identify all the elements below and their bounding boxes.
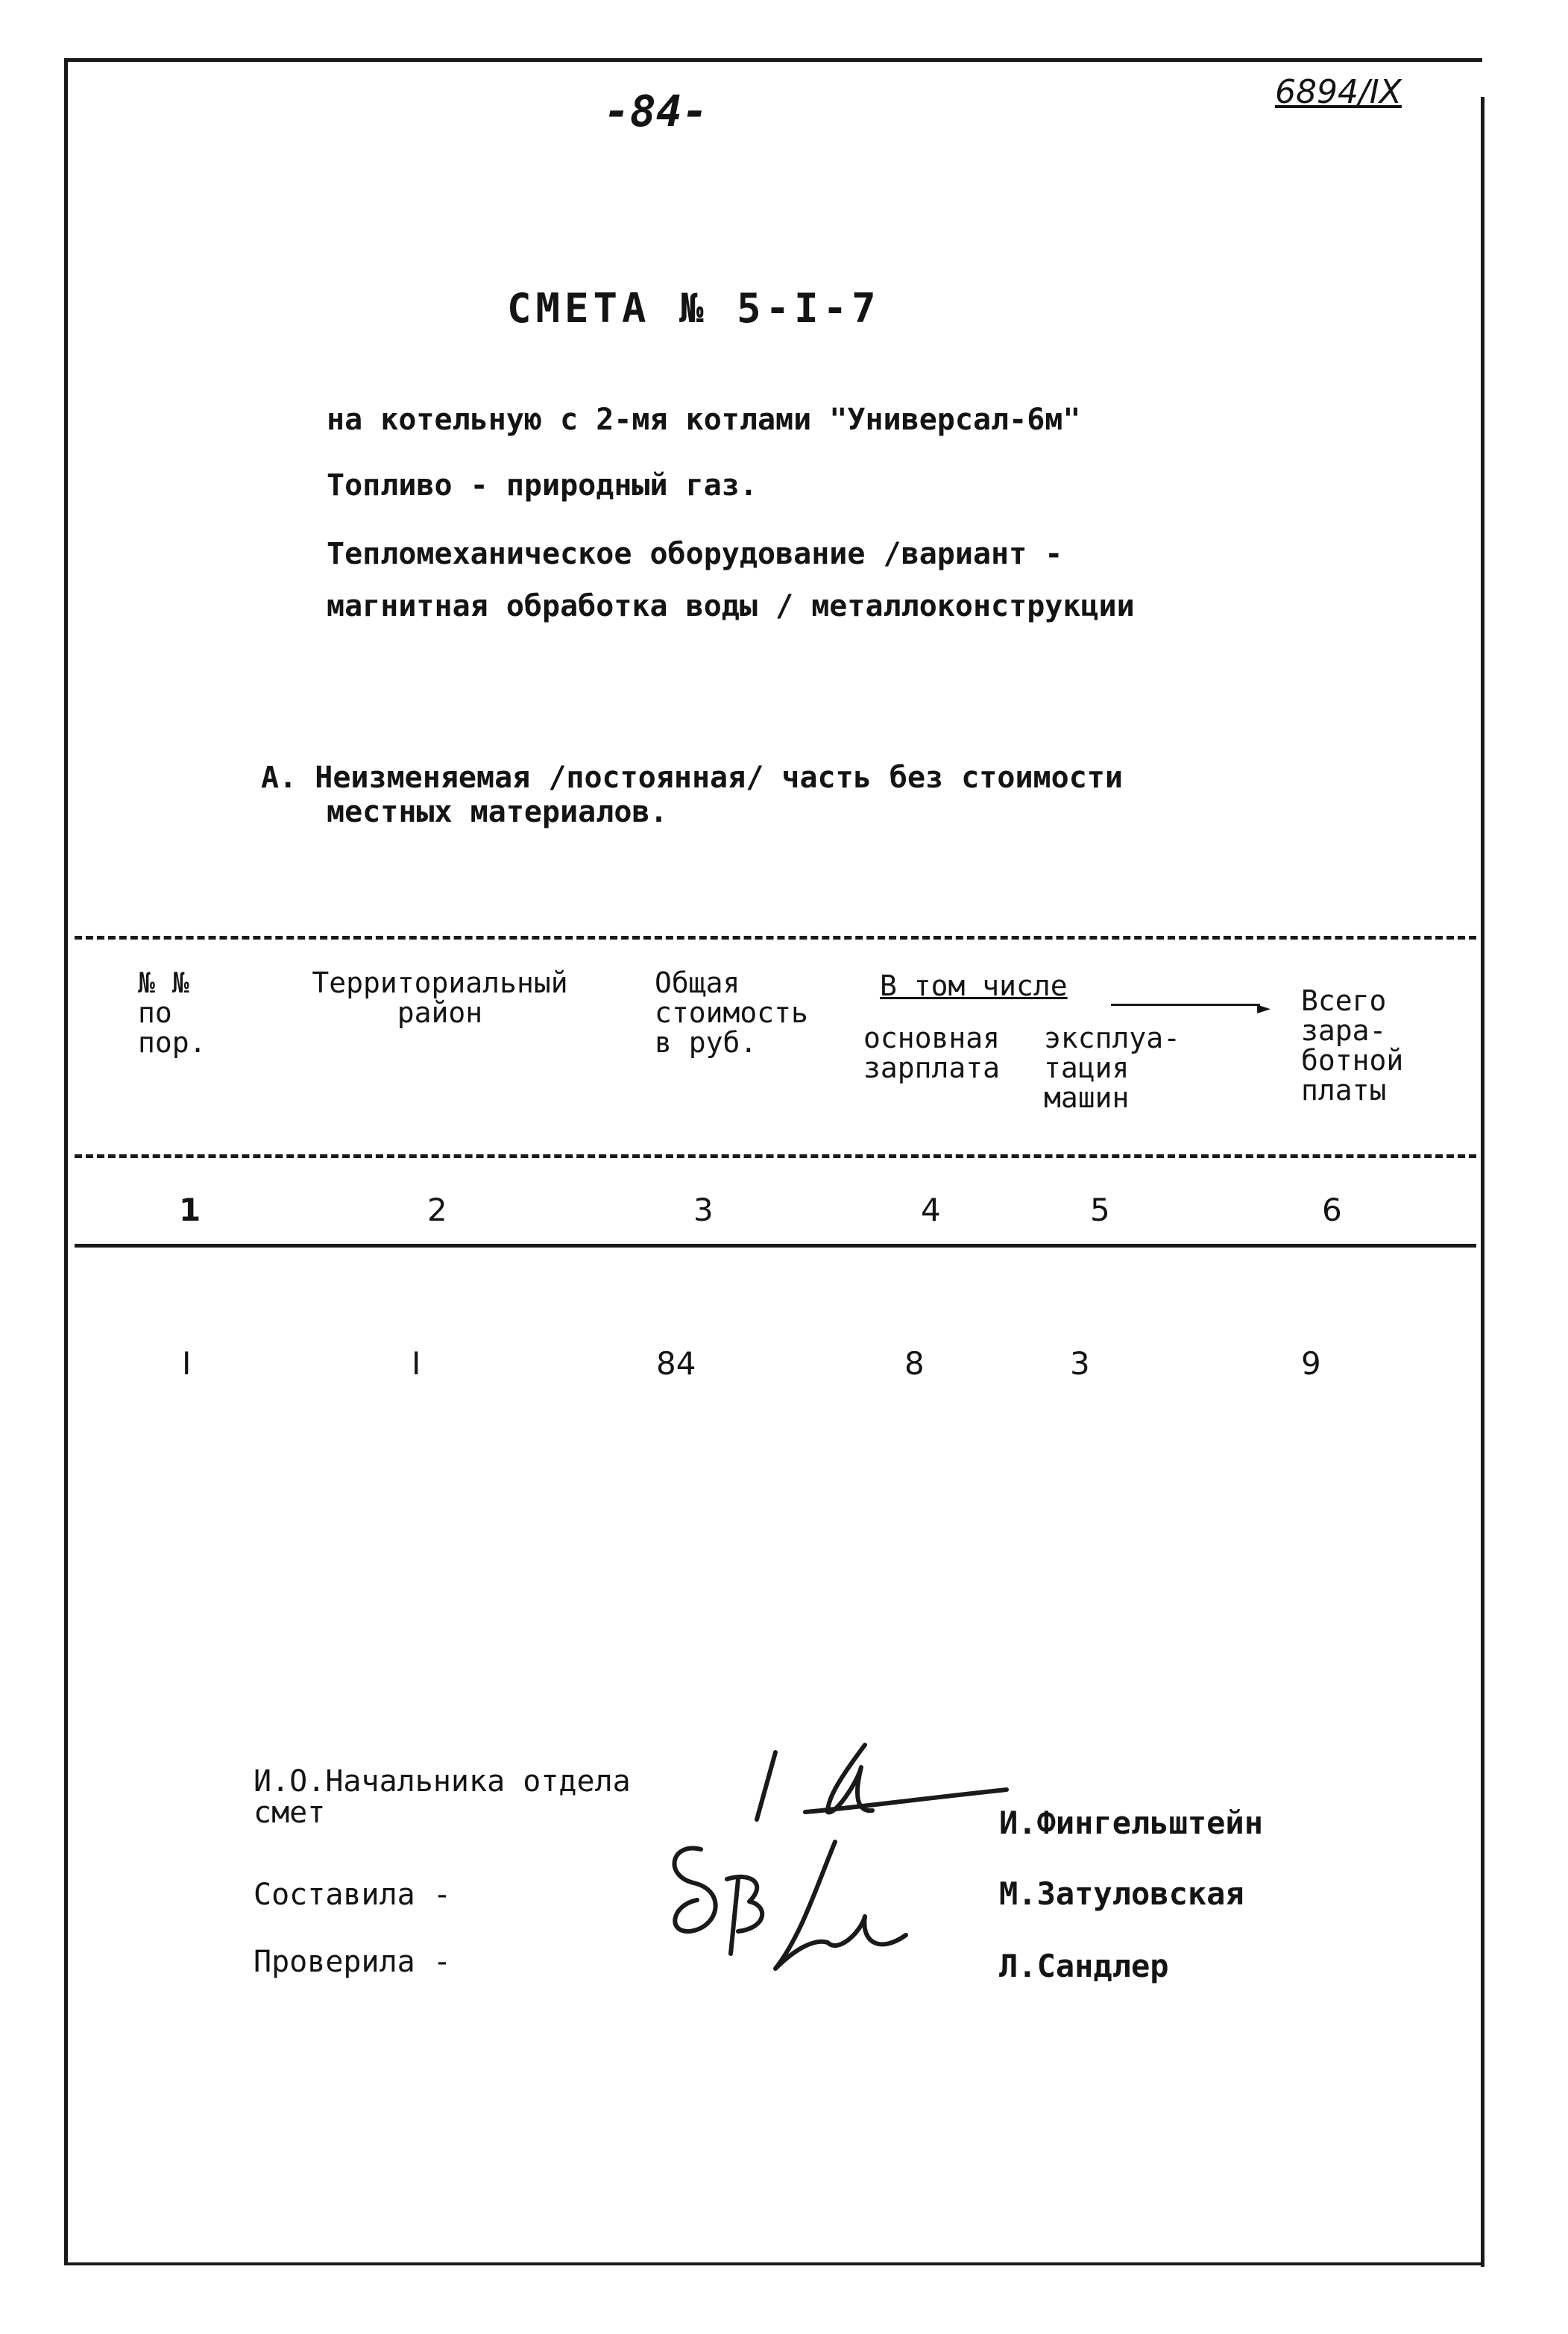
page-frame-top bbox=[66, 58, 1482, 62]
archive-number: 6894/IX bbox=[1275, 73, 1402, 111]
header-group-including: В том числе bbox=[880, 969, 1068, 1002]
column-number-4: 4 bbox=[921, 1192, 941, 1228]
name-compiled-by: М.Затуловская bbox=[999, 1875, 1244, 1912]
cell-base-salary: 8 bbox=[904, 1345, 925, 1382]
label-checked-by: Проверила - bbox=[254, 1945, 451, 1979]
label-compiled-by: Составила - bbox=[254, 1878, 451, 1912]
header-base-salary: основная зарплата bbox=[863, 1022, 1001, 1084]
handwritten-signatures bbox=[656, 1730, 1044, 1998]
cell-row-number: I bbox=[182, 1345, 192, 1382]
column-number-2: 2 bbox=[427, 1192, 447, 1228]
header-territorial-district: Территориальный район bbox=[312, 966, 568, 1029]
cell-total-cost: 84 bbox=[656, 1345, 696, 1382]
column-number-5: 5 bbox=[1090, 1192, 1110, 1228]
subtitle-fuel: Топливо - природный газ. bbox=[327, 468, 758, 503]
subtitle-equipment: Тепломеханическое оборудование /вариант - bbox=[327, 537, 1063, 571]
page-number: -84- bbox=[604, 86, 708, 136]
arrow-right-icon: ► bbox=[1257, 995, 1271, 1021]
name-checked-by: Л.Сандлер bbox=[999, 1948, 1169, 1984]
subtitle-variant: магнитная обработка воды / металлоконструкции bbox=[327, 589, 1135, 623]
page-frame-right bbox=[1481, 97, 1484, 2267]
column-number-1: 1 bbox=[179, 1192, 201, 1228]
column-number-6: 6 bbox=[1322, 1192, 1342, 1228]
cell-district: I bbox=[412, 1345, 421, 1382]
cell-machine-operation: 3 bbox=[1070, 1345, 1090, 1382]
section-a-line-2: местных материалов. bbox=[327, 795, 668, 829]
header-group-rule bbox=[1111, 1004, 1260, 1006]
page-frame-bottom bbox=[66, 2262, 1482, 2265]
table-top-rule bbox=[75, 936, 1476, 940]
page-frame-left bbox=[64, 58, 68, 2265]
column-number-3: 3 bbox=[693, 1192, 714, 1228]
section-a-line-1: А. Неизменяемая /постоянная/ часть без стоимости bbox=[261, 761, 1123, 795]
header-row-number: № № по пор. bbox=[138, 966, 207, 1059]
header-total-wages: Всего зара- ботной платы bbox=[1301, 984, 1404, 1107]
header-machine-operation: эксплуа- тация машин bbox=[1044, 1022, 1181, 1114]
table-body-rule bbox=[75, 1244, 1476, 1248]
subtitle-boiler-house: на котельную с 2-мя котлами "Универсал-6м" bbox=[327, 403, 1081, 437]
section-a-heading bbox=[261, 761, 1123, 829]
document-title: СМЕТА № 5-I-7 bbox=[507, 285, 881, 332]
header-total-cost: Общая стоимость в руб. bbox=[655, 966, 808, 1059]
label-acting-head: И.О.Начальника отдела смет bbox=[254, 1764, 631, 1830]
cell-total-wages: 9 bbox=[1301, 1345, 1321, 1382]
table-header-rule bbox=[75, 1154, 1476, 1158]
name-acting-head: И.Фингельштейн bbox=[999, 1805, 1264, 1841]
